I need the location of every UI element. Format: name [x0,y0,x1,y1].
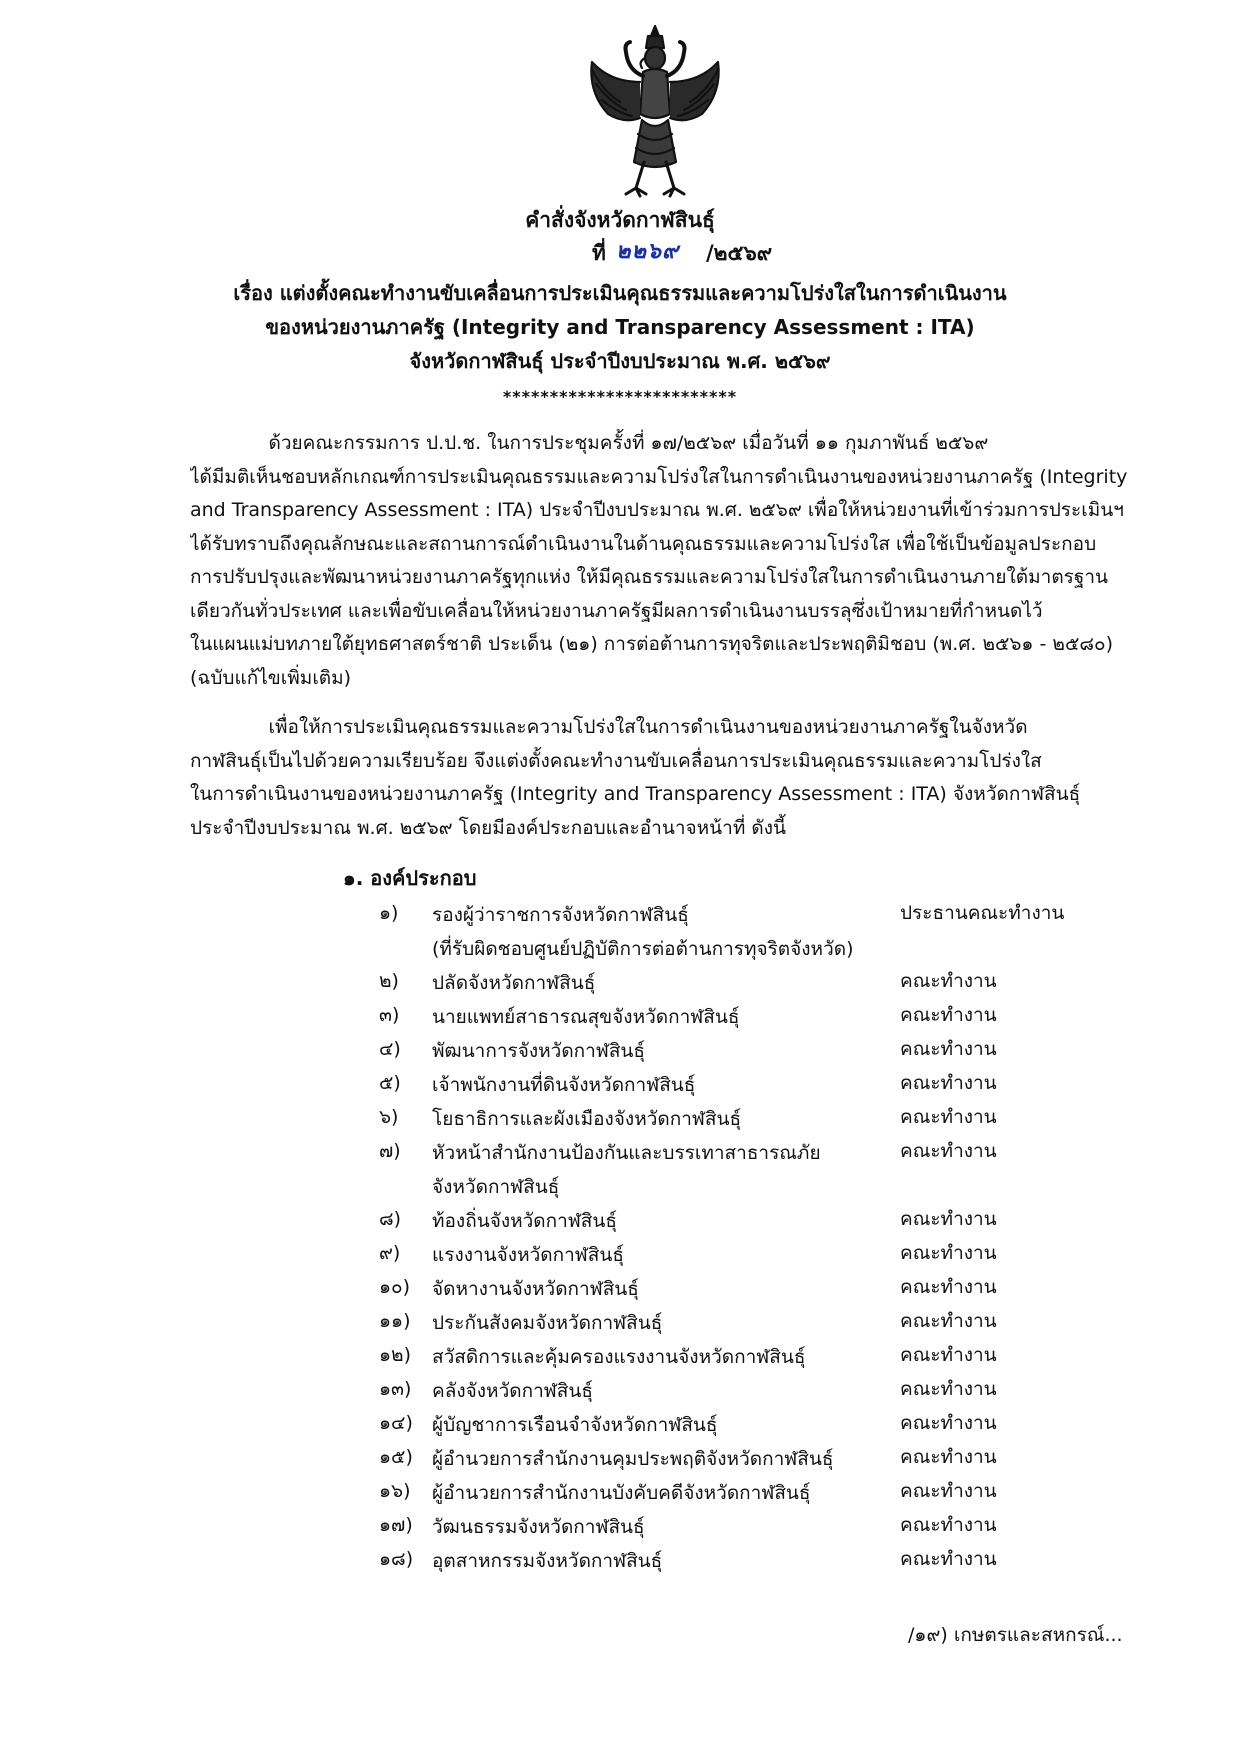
paragraph-line: ได้มีมติเห็นชอบหลักเกณฑ์การประเมินคุณธรรมและความโปร่งใสในการดำเนินงานของหน่วยงานภาครัฐ (Integrity [190,465,1128,488]
member-role: คณะทำงาน [900,1038,997,1060]
member-name-line: พัฒนาการจังหวัดกาฬสินธุ์ [432,1040,646,1062]
member-role: คณะทำงาน [900,970,997,992]
paragraph-line: ในการดำเนินงานของหน่วยงานภาครัฐ (Integrity and Transparency Assessment : ITA) จังหวัดกาฬสินธุ์ [190,783,1081,805]
member-row [0,1408,1240,1442]
member-number: ๑) [379,902,399,924]
member-role: คณะทำงาน [900,1242,997,1264]
member-row [0,1068,1240,1102]
member-row [0,1476,1240,1510]
member-name [432,1408,887,1442]
member-role: คณะทำงาน [900,1208,997,1230]
member-row [0,1272,1240,1306]
member-name-line: ผู้อำนวยการสำนักงานบังคับคดีจังหวัดกาฬสินธุ์ [432,1482,811,1504]
member-role: คณะทำงาน [900,1412,997,1434]
paragraph-line: (ฉบับแก้ไขเพิ่มเติม) [190,666,352,689]
member-name [432,1272,887,1306]
member-name [432,1204,887,1238]
member-name [432,1136,887,1204]
section-heading: ๑. องค์ประกอบ [343,866,477,890]
paragraph-line: การปรับปรุงและพัฒนาหน่วยงานภาครัฐทุกแห่ง ให้มีคุณธรรมและความโปร่งใสในการดำเนินงานภายใต้มาตรฐาน [190,566,1109,588]
member-name-line: ท้องถิ่นจังหวัดกาฬสินธุ์ [432,1210,617,1232]
document-title: คำสั่งจังหวัดกาฬสินธุ์ [525,208,715,232]
member-role: คณะทำงาน [900,1072,997,1094]
member-role: คณะทำงาน [900,1446,997,1468]
member-name [432,1238,887,1272]
order-year: /๒๕๖๙ [706,241,773,265]
paragraph-line: and Transparency Assessment : ITA) ประจำปีงบประมาณ พ.ศ. ๒๕๖๙ เพื่อให้หน่วยงานที่เข้าร่วมการประเมินฯ [190,499,1124,521]
subject-line: จังหวัดกาฬสินธุ์ ประจำปีงบประมาณ พ.ศ. ๒๕๖๙ [409,349,831,373]
member-number: ๘) [379,1208,402,1230]
paragraph-line: ประจำปีงบประมาณ พ.ศ. ๒๕๖๙ โดยมีองค์ประกอบและอำนาจหน้าที่ ดังนี้ [190,816,786,839]
member-row [0,1000,1240,1034]
member-name-line: อุตสาหกรรมจังหวัดกาฬสินธุ์ [432,1550,663,1572]
order-number-line [0,235,1240,269]
member-name-line: ผู้อำนวยการสำนักงานคุมประพฤติจังหวัดกาฬสินธุ์ [432,1448,834,1470]
member-name-line: ปลัดจังหวัดกาฬสินธุ์ [432,972,596,994]
order-number-handwritten: ๒๒๖๙ [616,239,680,264]
member-name [432,1000,887,1034]
member-number: ๗) [379,1140,401,1162]
member-row [0,966,1240,1000]
member-name-line: หัวหน้าสำนักงานป้องกันและบรรเทาสาธารณภัย [432,1142,821,1164]
member-name [432,1510,887,1544]
member-name [432,1340,887,1374]
member-number: ๓) [379,1004,400,1026]
continuation-note: /๑๙) เกษตรและสหกรณ์... [908,1624,1123,1646]
member-row [0,1034,1240,1068]
member-number: ๑๕) [379,1446,413,1468]
paragraph-line: ได้รับทราบถึงคุณลักษณะและสถานการณ์ดำเนินงานในด้านคุณธรรมและความโปร่งใส เพื่อใช้เป็นข้อมูลประกอบ [190,532,1097,555]
subject-line: เรื่อง แต่งตั้งคณะทำงานขับเคลื่อนการประเมินคุณธรรมและความโปร่งใสในการดำเนินงาน [233,281,1007,305]
member-role: คณะทำงาน [900,1548,997,1570]
paragraph-1 [190,427,1150,695]
member-role: ประธานคณะทำงาน [900,902,1065,924]
member-number: ๑๓) [379,1378,412,1400]
member-row [0,1204,1240,1238]
member-number: ๔) [379,1038,401,1060]
member-row [0,1544,1240,1578]
member-name-line: จัดหางานจังหวัดกาฬสินธุ์ [432,1278,639,1300]
member-number: ๑๑) [379,1310,411,1332]
member-name [432,1374,887,1408]
member-name-line: (ที่รับผิดชอบศูนย์ปฏิบัติการต่อต้านการทุจริตจังหวัด) [432,938,854,960]
paragraph-2 [190,711,1150,845]
member-number: ๑๘) [379,1548,414,1570]
member-role: คณะทำงาน [900,1310,997,1332]
member-name-line: รองผู้ว่าราชการจังหวัดกาฬสินธุ์ [432,904,689,926]
member-role: คณะทำงาน [900,1480,997,1502]
member-row [0,1102,1240,1136]
member-name [432,1306,887,1340]
member-name-line: โยธาธิการและผังเมืองจังหวัดกาฬสินธุ์ [432,1108,742,1130]
member-number: ๑๖) [379,1480,411,1502]
member-name-line: ผู้บัญชาการเรือนจำจังหวัดกาฬสินธุ์ [432,1414,718,1436]
member-role: คณะทำงาน [900,1004,997,1026]
member-name [432,1068,887,1102]
member-row [0,898,1240,966]
member-row [0,1238,1240,1272]
member-name-line: เจ้าพนักงานที่ดินจังหวัดกาฬสินธุ์ [432,1074,696,1096]
garuda-emblem-icon [580,22,730,202]
paragraph-line: เพื่อให้การประเมินคุณธรรมและความโปร่งใสในการดำเนินงานของหน่วยงานภาครัฐในจังหวัด [190,716,1028,738]
member-role: คณะทำงาน [900,1106,997,1128]
member-role: คณะทำงาน [900,1344,997,1366]
member-list [0,898,1240,1578]
member-name [432,1544,887,1578]
member-name-line: แรงงานจังหวัดกาฬสินธุ์ [432,1244,624,1266]
member-name [432,1442,887,1476]
member-number: ๑๔) [379,1412,413,1434]
member-row [0,1340,1240,1374]
member-number: ๑๒) [379,1344,411,1366]
member-name-line: ประกันสังคมจังหวัดกาฬสินธุ์ [432,1312,663,1334]
member-name [432,966,887,1000]
member-number: ๑๗) [379,1514,413,1536]
paragraph-line: เดียวกันทั่วประเทศ และเพื่อขับเคลื่อนให้หน่วยงานภาครัฐมีผลการดำเนินงานบรรลุซึ่งเป้าหมายที่กำหนดไว้ [190,599,1043,622]
paragraph-line: ด้วยคณะกรรมการ ป.ป.ช. ในการประชุมครั้งที่ ๑๗/๒๕๖๙ เมื่อวันที่ ๑๑ กุมภาพันธ์ ๒๕๖๙ [190,432,989,454]
member-name [432,1102,887,1136]
member-number: ๙) [379,1242,401,1264]
subject-block [0,276,1240,378]
member-row [0,1510,1240,1544]
paragraph-line: กาฬสินธุ์เป็นไปด้วยความเรียบร้อย จึงแต่งตั้งคณะทำงานขับเคลื่อนการประเมินคุณธรรมและความโปร่งใส [190,749,1042,772]
member-role: คณะทำงาน [900,1140,997,1162]
member-name-line: คลังจังหวัดกาฬสินธุ์ [432,1380,593,1402]
member-number: ๖) [379,1106,399,1128]
member-name-line: จังหวัดกาฬสินธุ์ [432,1176,560,1198]
member-role: คณะทำงาน [900,1514,997,1536]
paragraph-line: ในแผนแม่บทภายใต้ยุทธศาสตร์ชาติ ประเด็น (๒๑) การต่อต้านการทุจริตและประพฤติมิชอบ (พ.ศ. ๒๕๖๑ - ๒๕๘๐) [190,633,1113,655]
member-number: ๒) [379,970,399,992]
member-row [0,1442,1240,1476]
member-row [0,1374,1240,1408]
member-number: ๕) [379,1072,401,1094]
member-name-line: สวัสดิการและคุ้มครองแรงงานจังหวัดกาฬสินธุ์ [432,1346,806,1368]
member-role: คณะทำงาน [900,1276,997,1298]
separator: ************************* [502,387,738,406]
order-label: ที่ [592,241,606,265]
member-name-line: วัฒนธรรมจังหวัดกาฬสินธุ์ [432,1516,645,1538]
member-name-line: นายแพทย์สาธารณสุขจังหวัดกาฬสินธุ์ [432,1006,740,1028]
member-role: คณะทำงาน [900,1378,997,1400]
member-number: ๑๐) [379,1276,411,1298]
member-row [0,1136,1240,1204]
member-name [432,1476,887,1510]
header [0,205,1240,269]
member-name [432,1034,887,1068]
subject-line: ของหน่วยงานภาครัฐ (Integrity and Transparency Assessment : ITA) [265,315,975,339]
member-name [432,898,887,966]
member-row [0,1306,1240,1340]
